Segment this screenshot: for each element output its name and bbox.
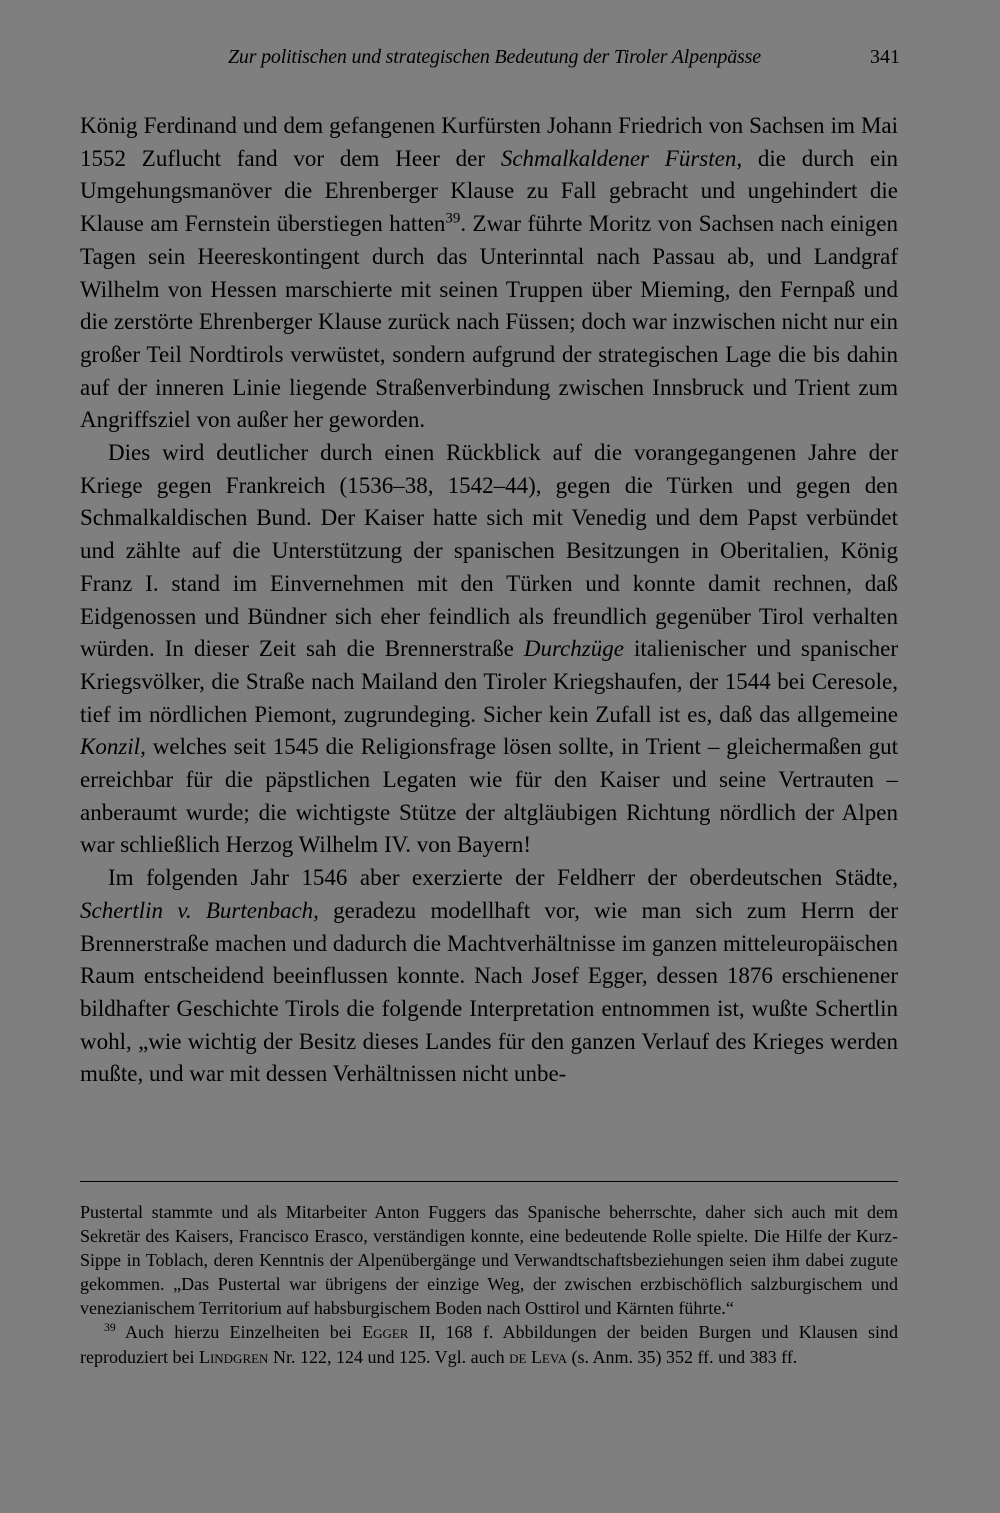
text-run: (s. Anm. 35) 352 ff. und 383 ff.: [566, 1346, 798, 1367]
italic-run: Durchzüge: [523, 636, 624, 662]
author-name: Egger: [362, 1322, 409, 1343]
author-name: Lindgren: [198, 1346, 269, 1367]
text-run: II, 168 f. Abbildungen der beiden Burgen und Klausen sind reproduziert bei: [80, 1322, 898, 1367]
main-text: [80, 110, 898, 1091]
footnote-number: 39: [104, 1321, 116, 1335]
text-run: Nr. 122, 124 und 125. Vgl. auch: [268, 1346, 510, 1367]
footnote-continued: Pustertal stammte und als Mitarbeiter Anton Fuggers das Spanische beherrschte, daher sich auch mit dem Sekretär des Kaisers, Francisco Erasco, verständigen konnte, eine bedeutende Rolle spielte. Die Hilfe der Kurz-Sippe in Toblach, deren Kenntnis der Alpenübergänge und Verwandtschaftsbeziehungen seien ihm dabei zugute gekommen. „Das Pustertal war übrigens der einzige Weg, der zwischen erzbischöflich salzburgischem und venezianischem Territorium auf habsburgischem Boden nach Osttirol und Kärnten führte.“: [80, 1202, 898, 1319]
italic-run: Konzil,: [80, 734, 146, 760]
paragraph-1: [80, 110, 898, 437]
footnote-separator: [80, 1181, 898, 1182]
text-run: . Zwar führte Moritz von Sachsen nach einigen Tagen sein Heereskontingent durch das Unterinntal nach Passau ab, und Landgraf Wilhelm von Hessen marschierte mit seinen Truppen über Mieming, den Fernpaß und die zerstörte Ehrenberger Klause zurück nach Füssen; doch war inzwischen nicht nur ein großer Teil Nordtirols verwüstet, sondern aufgrund der strategischen Lage die bis dahin auf der inneren Linie liegende Straßenverbindung zwischen Innsbruck und Trient zum Angriffsziel von außer her geworden.: [80, 211, 898, 433]
text-run: Im folgenden Jahr 1546 aber exerzierte der Feldherr der oberdeutschen Städte,: [108, 865, 898, 891]
paragraph-2: [80, 437, 898, 862]
footnote-reference-39[interactable]: 39: [445, 210, 461, 227]
running-header: [80, 46, 900, 76]
page-number: 341: [870, 46, 900, 68]
text-run: König Ferdinand und dem gefangenen Kurfürsten Johann Friedrich von Sachsen im Mai 1552 Zuflucht fand vor dem Heer der: [80, 113, 898, 171]
text-run: Auch hierzu Einzelheiten bei: [115, 1322, 363, 1343]
italic-run: Schertlin v. Burtenbach,: [80, 897, 319, 923]
text-run: die durch ein Umgehungsmanöver die Ehrenberger Klause zu Fall gebracht und ungehindert die Klause am Fernstein überstiegen hatten: [80, 145, 898, 237]
running-title: Zur politischen und strategischen Bedeutung der Tiroler Alpenpässe: [228, 46, 761, 68]
text-run: geradezu modellhaft vor, wie man sich zum Herrn der Brennerstraße machen und dadurch die Machtverhältnisse im ganzen mitteleuropäischen Raum entscheidend beeinflussen konnte. Nach Josef Egger, dessen 1876 erschienener bildhafter Geschichte Tirols die folgende Interpretation entnommen ist, wußte Schertlin wohl, „wie wichtig der Besitz dieses Landes für den ganzen Verlauf des Krieges werden mußte, und war mit dessen Verhältnissen nicht unbe-: [80, 897, 898, 1087]
author-name: de Leva: [509, 1346, 567, 1367]
paragraph-3: [80, 862, 898, 1091]
text-run: Dies wird deutlicher durch einen Rückblick auf die vorangegangenen Jahre der Kriege gegen Frankreich (1536–38, 1542–44), gegen die Türken und gegen den Schmalkaldischen Bund. Der Kaiser hatte sich mit Venedig und dem Papst verbündet und zählte auf die Unterstützung der spanischen Besitzungen in Oberitalien, König Franz I. stand im Einvernehmen mit den Türken und konnte damit rechnen, daß Eidgenossen und Bündner sich eher feindlich als freundlich gegenüber Tirol verhalten würden. In dieser Zeit sah die Brennerstraße: [80, 440, 898, 662]
text-run: welches seit 1545 die Religionsfrage lösen sollte, in Trient – gleichermaßen gut erreichbar für die päpstlichen Legaten wie für den Kaiser und seine Vertrauten – anberaumt wurde; die wichtigste Stütze der altgläubigen Richtung nördlich der Alpen war schließlich Herzog Wilhelm IV. von Bayern!: [80, 734, 898, 858]
text-run: italienischer und spanischer Kriegsvölker, die Straße nach Mailand den Tiroler Kriegshaufen, der 1544 bei Ceresole, tief im nördlichen Piemont, zugrundeging. Sicher kein Zufall ist es, daß das allgemeine: [80, 636, 898, 727]
italic-run: Schmalkaldener Fürsten,: [500, 145, 743, 171]
footnote-39: [80, 1320, 898, 1368]
footnotes: [80, 1200, 898, 1369]
